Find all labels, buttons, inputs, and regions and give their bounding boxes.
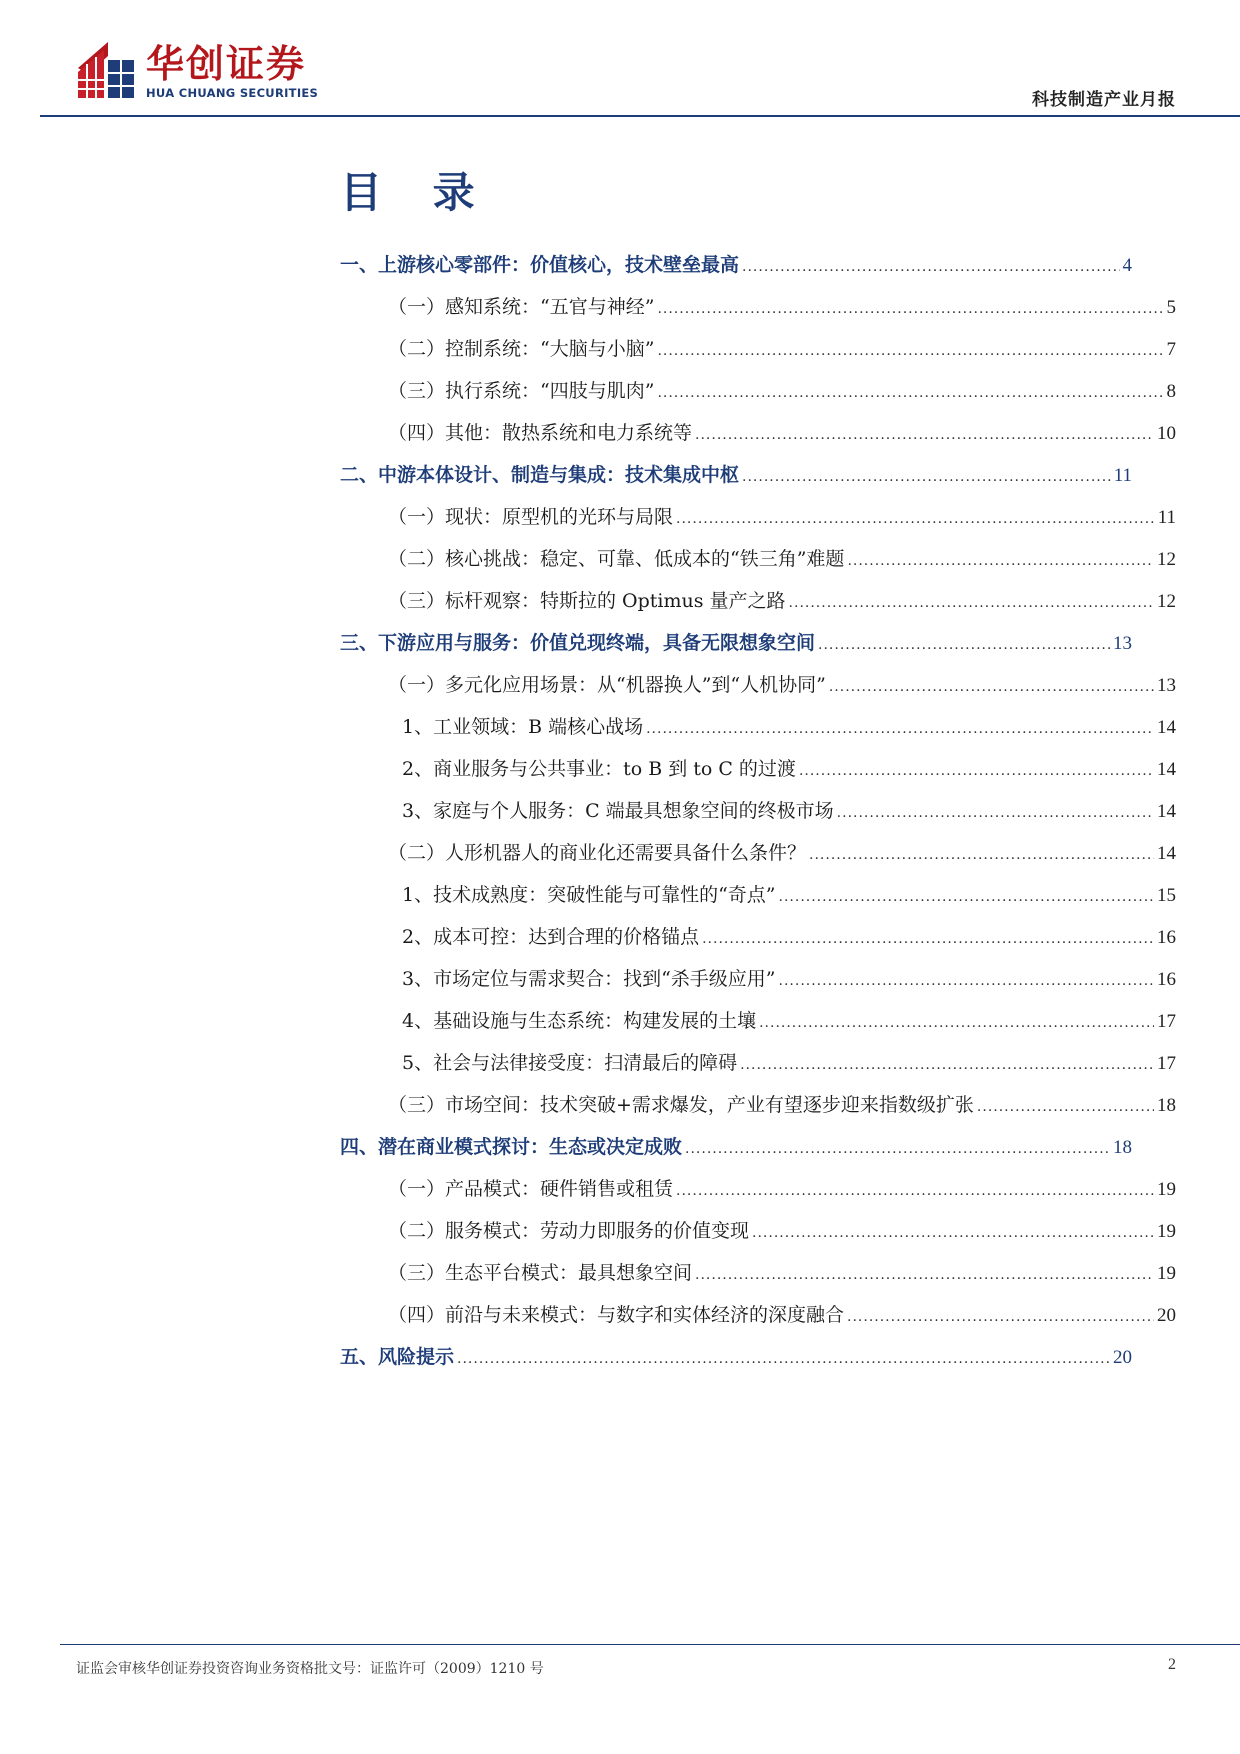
logo-mark-icon (78, 42, 140, 98)
toc-dot-leader (809, 840, 1154, 870)
toc-entry-page: 4 (1122, 255, 1132, 276)
company-logo (78, 42, 318, 106)
toc-entry-title: 5、社会与法律接受度：扫清最后的障碍 (402, 1052, 738, 1074)
toc-entry-level-2[interactable] (388, 670, 1176, 700)
license-notice: 证监会审核华创证券投资咨询业务资格批文号：证监许可（2009）1210 号 (76, 1661, 544, 1677)
toc-entry-page: 5 (1166, 297, 1176, 318)
toc-entry-level-3[interactable] (402, 712, 1176, 742)
toc-entry-page: 20 (1157, 1305, 1176, 1326)
page-header (0, 0, 1240, 120)
toc-dot-leader (742, 252, 1119, 282)
toc-entry-page: 12 (1157, 549, 1176, 570)
footer-divider (60, 1644, 1240, 1645)
toc-dot-leader (702, 924, 1154, 954)
toc-dot-leader (685, 1134, 1110, 1164)
toc-entry-level-2[interactable] (388, 544, 1176, 574)
toc-entry-page: 10 (1157, 423, 1176, 444)
toc-entry-page: 17 (1157, 1053, 1176, 1074)
toc-entry-level-3[interactable] (402, 880, 1176, 910)
toc-entry-page: 11 (1157, 507, 1176, 528)
toc-dot-leader (829, 672, 1154, 702)
toc-entry-title: 一、上游核心零部件：价值核心，技术壁垒最高 (340, 254, 740, 276)
toc-entry-title: 4、基础设施与生态系统：构建发展的土壤 (402, 1010, 757, 1032)
toc-entry-title: （四）其他：散热系统和电力系统等 (388, 422, 693, 444)
toc-entry-page: 7 (1166, 339, 1176, 360)
toc-entry-page: 12 (1157, 591, 1176, 612)
toc-dot-leader (759, 1008, 1154, 1038)
toc-dot-leader (779, 882, 1154, 912)
toc-entry-level-2[interactable] (388, 1258, 1176, 1288)
toc-entry-page: 20 (1113, 1347, 1132, 1368)
toc-dot-leader (646, 714, 1154, 744)
header-divider (40, 115, 1240, 117)
toc-entry-page: 13 (1113, 633, 1132, 654)
toc-entry-level-2[interactable] (388, 838, 1176, 868)
toc-dot-leader (779, 966, 1154, 996)
toc-entry-title: 二、中游本体设计、制造与集成：技术集成中枢 (340, 464, 740, 486)
toc-dot-leader (837, 798, 1154, 828)
toc-entry-level-2[interactable] (388, 1216, 1176, 1246)
toc-entry-title: （一）多元化应用场景：从“机器换人”到“人机协同” (388, 674, 826, 696)
page-number: 2 (1168, 1656, 1176, 1673)
toc-entry-title: 1、工业领域：B 端核心战场 (402, 716, 644, 738)
toc-entry-level-2[interactable] (388, 502, 1176, 532)
toc-dot-leader (789, 588, 1154, 618)
toc-entry-title: （四）前沿与未来模式：与数字和实体经济的深度融合 (388, 1304, 845, 1326)
toc-entry-page: 15 (1157, 885, 1176, 906)
toc-entry-level-2[interactable] (388, 376, 1176, 406)
toc-entry-title: （二）服务模式：劳动力即服务的价值变现 (388, 1220, 750, 1242)
toc-dot-leader (740, 1050, 1154, 1080)
toc-entry-title: （二）控制系统：“大脑与小脑” (388, 338, 655, 360)
toc-dot-leader (752, 1218, 1154, 1248)
toc-entry-title: （一）感知系统：“五官与神经” (388, 296, 655, 318)
toc-title: 目 录 (340, 168, 493, 217)
toc-entry-level-2[interactable] (388, 1090, 1176, 1120)
toc-dot-leader (742, 462, 1111, 492)
toc-entry-page: 17 (1157, 1011, 1176, 1032)
toc-dot-leader (847, 1302, 1154, 1332)
toc-dot-leader (695, 1260, 1154, 1290)
toc-entry-title: （三）标杆观察：特斯拉的 Optimus 量产之路 (388, 590, 786, 612)
toc-entry-level-3[interactable] (402, 922, 1176, 952)
toc-entry-level-1[interactable] (340, 628, 1132, 658)
toc-entry-level-2[interactable] (388, 418, 1176, 448)
toc-entry-level-2[interactable] (388, 1300, 1176, 1330)
toc-entry-page: 14 (1157, 801, 1176, 822)
toc-dot-leader (657, 378, 1163, 408)
toc-entry-title: 五、风险提示 (340, 1346, 455, 1368)
toc-entry-page: 14 (1157, 843, 1176, 864)
toc-entry-level-3[interactable] (402, 964, 1176, 994)
toc-entry-title: 1、技术成熟度：突破性能与可靠性的“奇点” (402, 884, 776, 906)
toc-entry-level-1[interactable] (340, 1342, 1132, 1372)
toc-dot-leader (695, 420, 1154, 450)
toc-entry-title: （三）市场空间：技术突破+需求爆发，产业有望逐步迎来指数级扩张 (388, 1094, 974, 1116)
toc-entry-level-2[interactable] (388, 292, 1176, 322)
toc-entry-page: 18 (1157, 1095, 1176, 1116)
toc-entry-level-3[interactable] (402, 754, 1176, 784)
toc-entry-page: 19 (1157, 1263, 1176, 1284)
toc-entry-level-2[interactable] (388, 586, 1176, 616)
toc-entry-title: 三、下游应用与服务：价值兑现终端，具备无限想象空间 (340, 632, 816, 654)
toc-entry-page: 13 (1157, 675, 1176, 696)
toc-dot-leader (676, 1176, 1154, 1206)
toc-entry-title: 2、商业服务与公共事业：to B 到 to C 的过渡 (402, 758, 796, 780)
toc-entry-title: 3、家庭与个人服务：C 端最具想象空间的终极市场 (402, 800, 834, 822)
toc-entry-level-1[interactable] (340, 250, 1132, 280)
toc-entry-level-2[interactable] (388, 334, 1176, 364)
toc-entry-page: 16 (1157, 969, 1176, 990)
toc-dot-leader (977, 1092, 1154, 1122)
toc-entry-title: （三）执行系统：“四肢与肌肉” (388, 380, 655, 402)
toc-entry-level-3[interactable] (402, 1048, 1176, 1078)
toc-entry-level-3[interactable] (402, 1006, 1176, 1036)
toc-dot-leader (818, 630, 1110, 660)
toc-dot-leader (847, 546, 1154, 576)
toc-entry-title: （二）人形机器人的商业化还需要具备什么条件？ (388, 842, 807, 864)
report-type-label: 科技制造产业月报 (1032, 90, 1176, 110)
toc-entry-title: 2、成本可控：达到合理的价格锚点 (402, 926, 700, 948)
toc-entry-level-3[interactable] (402, 796, 1176, 826)
toc-dot-leader (657, 336, 1163, 366)
toc-entry-page: 14 (1157, 717, 1176, 738)
toc-dot-leader (657, 294, 1163, 324)
toc-dot-leader (799, 756, 1154, 786)
toc-entry-page: 14 (1157, 759, 1176, 780)
toc-entry-title: （三）生态平台模式：最具想象空间 (388, 1262, 693, 1284)
toc-entry-title: （二）核心挑战：稳定、可靠、低成本的“铁三角”难题 (388, 548, 845, 570)
brand-name-en: HUA CHUANG SECURITIES (146, 86, 319, 100)
toc-entry-page: 16 (1157, 927, 1176, 948)
toc-entry-page: 18 (1113, 1137, 1132, 1158)
toc-entry-page: 11 (1113, 465, 1132, 486)
toc-entry-page: 19 (1157, 1221, 1176, 1242)
toc-entry-level-1[interactable] (340, 1132, 1132, 1162)
toc-dot-leader (457, 1344, 1110, 1374)
toc-entry-page: 19 (1157, 1179, 1176, 1200)
toc-entry-title: （一）现状：原型机的光环与局限 (388, 506, 674, 528)
toc-entry-page: 8 (1166, 381, 1176, 402)
toc-entry-title: 3、市场定位与需求契合：找到“杀手级应用” (402, 968, 776, 990)
brand-name-cn: 华创证券 (146, 42, 307, 86)
toc-entry-level-2[interactable] (388, 1174, 1176, 1204)
toc-entry-title: 四、潜在商业模式探讨：生态或决定成败 (340, 1136, 683, 1158)
toc-dot-leader (676, 504, 1155, 534)
toc-entry-title: （一）产品模式：硬件销售或租赁 (388, 1178, 674, 1200)
toc-entry-level-1[interactable] (340, 460, 1132, 490)
